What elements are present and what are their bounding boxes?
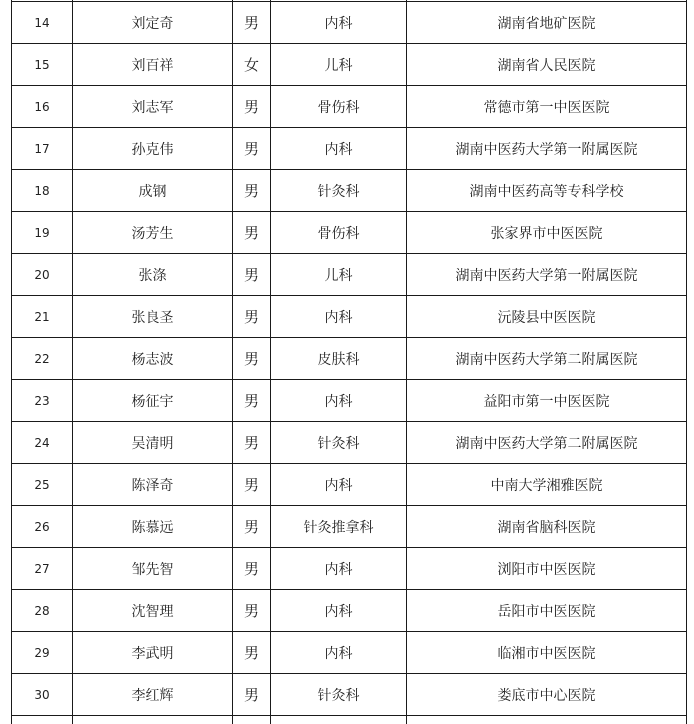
table-row	[12, 548, 687, 590]
table-row	[12, 590, 687, 632]
cell-department: 内科	[271, 548, 407, 590]
table-row	[12, 338, 687, 380]
cell-gender: 男	[233, 422, 271, 464]
cell-number: 24	[12, 422, 73, 464]
cell-number: 28	[12, 590, 73, 632]
cell-department: 骨伤科	[271, 212, 407, 254]
cell-name: 陈泽奇	[73, 464, 233, 506]
cell-hospital: 湖南中医药大学第二附属医院	[407, 422, 687, 464]
cell-empty	[233, 716, 271, 724]
cell-gender: 女	[233, 44, 271, 86]
cell-department: 针灸科	[271, 170, 407, 212]
table-row	[12, 506, 687, 548]
cell-name: 张涤	[73, 254, 233, 296]
cell-hospital: 临湘市中医医院	[407, 632, 687, 674]
cell-name: 陈慕远	[73, 506, 233, 548]
cell-gender: 男	[233, 506, 271, 548]
cell-hospital: 娄底市中心医院	[407, 674, 687, 716]
roster-body	[12, 0, 687, 724]
cell-hospital: 中南大学湘雅医院	[407, 464, 687, 506]
cell-number: 22	[12, 338, 73, 380]
table-row	[12, 632, 687, 674]
cell-name: 张良圣	[73, 296, 233, 338]
table-row	[12, 254, 687, 296]
cell-hospital: 湖南省脑科医院	[407, 506, 687, 548]
cell-hospital: 岳阳市中医医院	[407, 590, 687, 632]
cell-hospital: 湖南中医药大学第一附属医院	[407, 254, 687, 296]
cell-department: 内科	[271, 590, 407, 632]
cell-gender: 男	[233, 2, 271, 44]
table-row-partial-bottom	[12, 716, 687, 724]
cell-department: 内科	[271, 128, 407, 170]
cell-number: 18	[12, 170, 73, 212]
cell-empty	[12, 716, 73, 724]
table-row	[12, 86, 687, 128]
table-row	[12, 170, 687, 212]
cell-name: 李红辉	[73, 674, 233, 716]
cell-empty	[271, 716, 407, 724]
cell-number: 14	[12, 2, 73, 44]
cell-number: 25	[12, 464, 73, 506]
cell-department: 针灸科	[271, 422, 407, 464]
cell-name: 刘定奇	[73, 2, 233, 44]
cell-number: 17	[12, 128, 73, 170]
table-row	[12, 128, 687, 170]
cell-gender: 男	[233, 380, 271, 422]
cell-name: 邹先智	[73, 548, 233, 590]
cell-hospital: 常德市第一中医医院	[407, 86, 687, 128]
table-row	[12, 422, 687, 464]
cell-gender: 男	[233, 212, 271, 254]
cell-department: 内科	[271, 632, 407, 674]
cell-number: 15	[12, 44, 73, 86]
cell-department: 内科	[271, 464, 407, 506]
cell-number: 26	[12, 506, 73, 548]
cell-hospital: 益阳市第一中医医院	[407, 380, 687, 422]
cell-department: 儿科	[271, 254, 407, 296]
cell-number: 20	[12, 254, 73, 296]
cell-gender: 男	[233, 674, 271, 716]
cell-hospital: 浏阳市中医医院	[407, 548, 687, 590]
cell-department: 针灸科	[271, 674, 407, 716]
table-row	[12, 464, 687, 506]
cell-gender: 男	[233, 86, 271, 128]
cell-department: 内科	[271, 2, 407, 44]
cell-department: 骨伤科	[271, 86, 407, 128]
cell-number: 23	[12, 380, 73, 422]
cell-gender: 男	[233, 464, 271, 506]
cell-gender: 男	[233, 296, 271, 338]
cell-name: 吴清明	[73, 422, 233, 464]
cell-empty	[73, 716, 233, 724]
cell-department: 内科	[271, 296, 407, 338]
cell-name: 汤芳生	[73, 212, 233, 254]
table-row	[12, 674, 687, 716]
cell-gender: 男	[233, 632, 271, 674]
physician-roster-table	[11, 0, 687, 724]
cell-gender: 男	[233, 170, 271, 212]
table-row	[12, 212, 687, 254]
cell-gender: 男	[233, 338, 271, 380]
cell-gender: 男	[233, 548, 271, 590]
cell-number: 19	[12, 212, 73, 254]
cell-department: 儿科	[271, 44, 407, 86]
cell-name: 孙克伟	[73, 128, 233, 170]
cell-department: 皮肤科	[271, 338, 407, 380]
cell-hospital: 湖南中医药大学第一附属医院	[407, 128, 687, 170]
cell-hospital: 沅陵县中医医院	[407, 296, 687, 338]
cell-hospital: 湖南中医药大学第二附属医院	[407, 338, 687, 380]
cell-name: 沈智理	[73, 590, 233, 632]
cell-hospital: 湖南省地矿医院	[407, 2, 687, 44]
cell-gender: 男	[233, 254, 271, 296]
table-row	[12, 380, 687, 422]
cell-gender: 男	[233, 128, 271, 170]
cell-hospital: 张家界市中医医院	[407, 212, 687, 254]
cell-department: 针灸推拿科	[271, 506, 407, 548]
cell-number: 27	[12, 548, 73, 590]
cell-name: 杨志波	[73, 338, 233, 380]
table-row	[12, 2, 687, 44]
cell-number: 29	[12, 632, 73, 674]
cell-number: 21	[12, 296, 73, 338]
cell-number: 30	[12, 674, 73, 716]
cell-gender: 男	[233, 590, 271, 632]
cell-department: 内科	[271, 380, 407, 422]
table-row	[12, 44, 687, 86]
table-row	[12, 296, 687, 338]
cell-name: 李武明	[73, 632, 233, 674]
cell-hospital: 湖南中医药高等专科学校	[407, 170, 687, 212]
cell-number: 16	[12, 86, 73, 128]
cell-empty	[407, 716, 687, 724]
cell-name: 刘百祥	[73, 44, 233, 86]
cell-name: 杨征宇	[73, 380, 233, 422]
cell-name: 刘志军	[73, 86, 233, 128]
cell-hospital: 湖南省人民医院	[407, 44, 687, 86]
cell-name: 成钢	[73, 170, 233, 212]
